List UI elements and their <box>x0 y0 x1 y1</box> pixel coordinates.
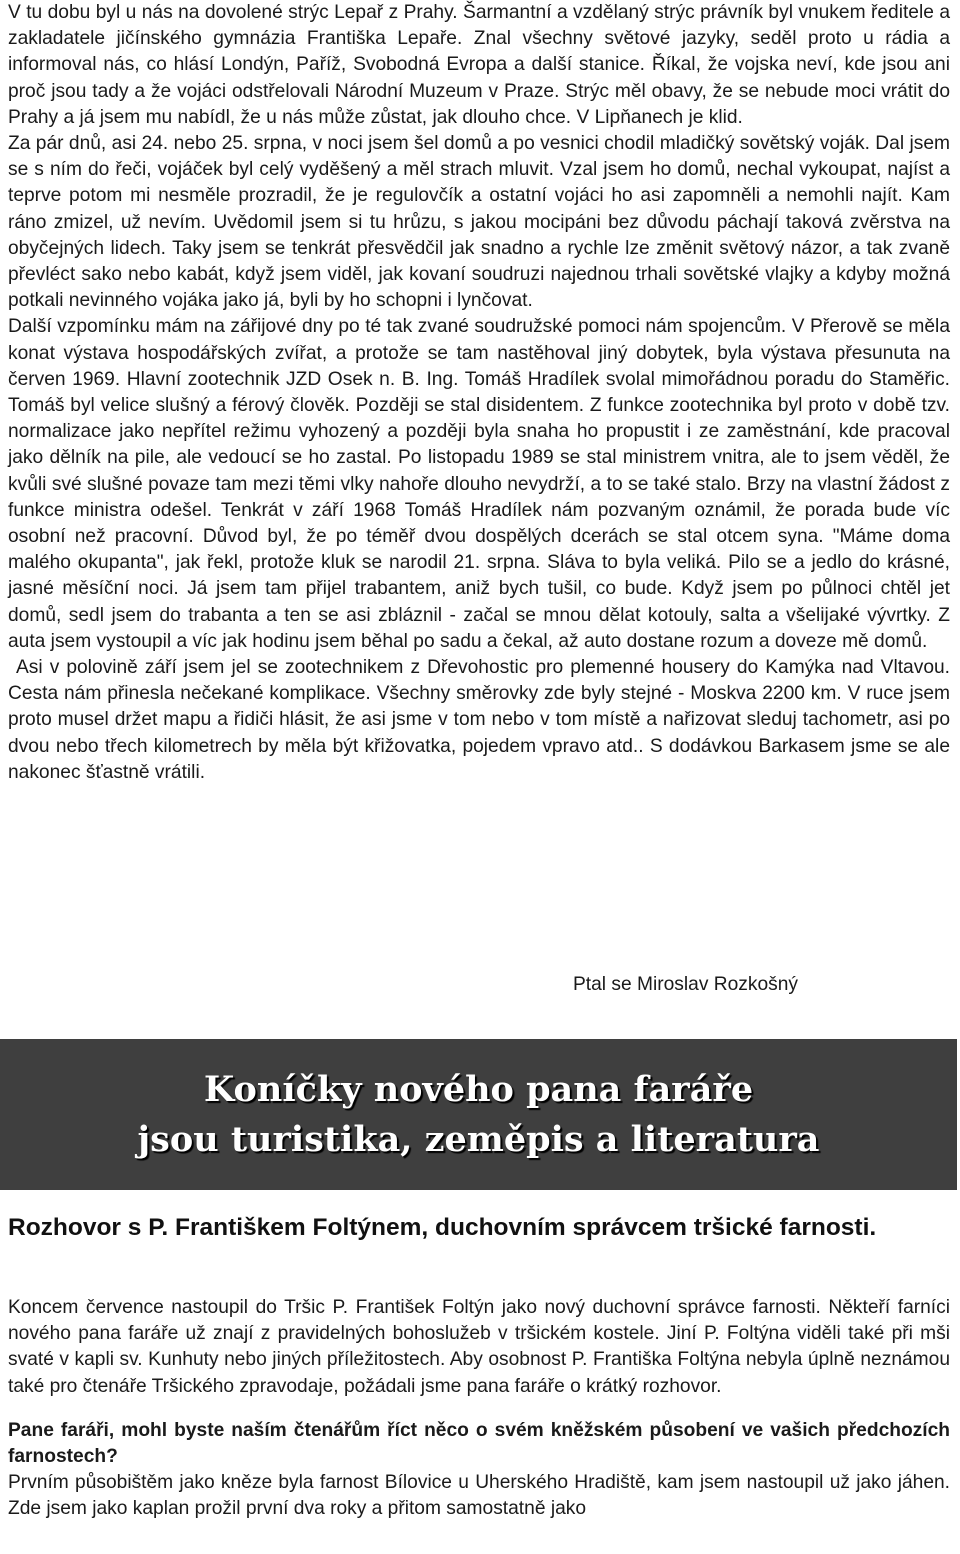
paragraph: V tu dobu byl u nás na dovolené strýc Lepař z Prahy. Šarmantní a vzdělaný strýc právník byl vnukem ředitele a zakladatele jičínského gymnázia Františka Lepaře. Znal všechny světové jazyky, seděl proto u rádia a informoval nás, co hlásí Londýn, Paříž, Svobodná Evropa a další stanice. Říkal, že vojska neví, kde jsou ani proč jsou tady a že vojáci odstřelovali Národní Muzeum v Praze. Strýc měl obavy, že se nebude moci vrátit do Prahy a já jsem mu nabídl, že u nás může zůstat, jak dlouho chce. V Lipňanech je klid. <box>8 2 950 128</box>
headline-line-1: Koníčky nového pana faráře <box>203 1068 754 1110</box>
paragraph: Další vzpomínku mám na zářijové dny po té tak zvané soudružské pomoci nám spojencům. V Přerově se měla konat výstava hospodářských zvířat, a protože se tam nastěhoval jiný dobytek, byla výstava přesunuta na červen 1969. Hlavní zootechnik JZD Osek n. B. Ing. Tomáš Hradílek svolal mimořádnou poradu do Staměřic. Tomáš byl velice slušný a férový člověk. Později se stal disidentem. Z funkce zootechnika byl proto v době tzv. normalizace jako nepřítel režimu vyhozený a později byla snaha ho propustit i ze zaměstnání, kde pracoval jako dělník na pile, ale vedoucí se ho zastal. Po listopadu 1989 se stal ministrem vnitra, ale to jsem věděl, že kvůli své slušné povaze tam mezi těmi vlky nahoře dlouho nevydrží, a to se také stalo. Brzy na vlastní žádost z funkce ministra odešel. Tenkrát v září 1968 Tomáš Hradílek nám pozvaným oznámil, že porada bude víc osobní než pracovní. Důvod byl, že po téměř dvou dospělých dcerách se stal otcem syna. "Máme doma malého okupanta", jak řekl, protože kluk se narodil 21. srpna. Sláva to byla veliká. Pilo se a jedlo do krásné, jasné měsíční noci. Já jsem tam přijel trabantem, aniž bych tušil, co bude. Když jsem po půlnoci chtěl jet domů, sedl jsem do trabanta a ten se asi zbláznil - začal se mnou dělat kotouly, salta a všelijaké vývrtky. Z auta jsem vystoupil a víc jak hodinu jsem běhal po sadu a čekal, až auto dostane rozum a doveze mě domů. <box>8 316 950 652</box>
headline-line-2: jsou turistika, zeměpis a literatura <box>137 1118 820 1160</box>
interview-question: Pane faráři, mohl byste naším čtenářům říct něco o svém kněžském působení ve vašich předchozích farnostech? <box>8 1419 950 1468</box>
paragraph: Asi v polovině září jsem jel se zootechnikem z Dřevohostic pro plemenné housery do Kamýka nad Vltavou. Cesta nám přinesla nečekané komplikace. Všechny směrovky zde byly stejné - Moskva 2200 km. V ruce jsem proto musel držet mapu a řidiči hlásit, že asi jsme v tom nebo v tom místě a nařizovat sleduj tachometr, asi po dvou nebo třech kilometrech by měla být křižovatka, pojedem vpravo atd.. S dodávkou Barkasem jsme se ale nakonec šťastně vrátili. <box>8 657 950 783</box>
article-memoir <box>8 0 950 786</box>
headline-banner <box>0 1039 957 1190</box>
article-interview <box>8 1295 950 1523</box>
author-signature: Ptal se Miroslav Rozkošný <box>573 974 798 995</box>
paragraph-gap <box>8 1400 950 1418</box>
interview-heading: Rozhovor s P. Františkem Foltýnem, duchovním správcem tršické farnosti. <box>8 1214 877 1241</box>
interview-answer: Prvním působištěm jako kněze byla farnost Bílovice u Uherského Hradiště, kam jsem nastoupil už jako jáhen. Zde jsem jako kaplan prožil první dva roky a přitom samostatně jako <box>8 1472 950 1520</box>
paragraph: Za pár dnů, asi 24. nebo 25. srpna, v noci jsem šel domů a po vesnici chodil mladičký sovětský voják. Dal jsem se s ním do řeči, vojáček byl celý vyděšený a měl strach mluvit. Vzal jsem ho domů, nechal vykoupat, najíst a teprve potom mi nesměle prozradil, že je regulovčík a ostatní vojáci ho asi zapomněli a nemohli najít. Kam ráno zmizel, už nevím. Uvědomil jsem si tu hrůzu, s jakou mocipáni bez důvodu páchají taková zvěrstva na obyčejných lidech. Taky jsem se tenkrát přesvědčil jak snadno a rychle lze změnit světový názor, a tak zvaně převléct sako nebo kabát, když jsem viděl, jak kovaní soudruzi najednou trhali sovětské vlajky a kdyby možná potkali nevinného vojáka jako já, byli by ho schopni i lynčovat. <box>8 133 950 312</box>
intro-paragraph: Koncem července nastoupil do Tršic P. František Foltýn jako nový duchovní správce farnosti. Někteří farníci nového pana faráře už znají z pravidelných bohoslužeb v tršickém kostele. Jiní P. Foltýna viděli také při mši svaté v kapli sv. Kunhuty nebo jiných příležitostech. Aby osobnost P. Františka Foltýna nebyla úplně neznámou také pro čtenáře Tršického zpravodaje, požádali jsme pana faráře o krátký rozhovor. <box>8 1297 950 1397</box>
